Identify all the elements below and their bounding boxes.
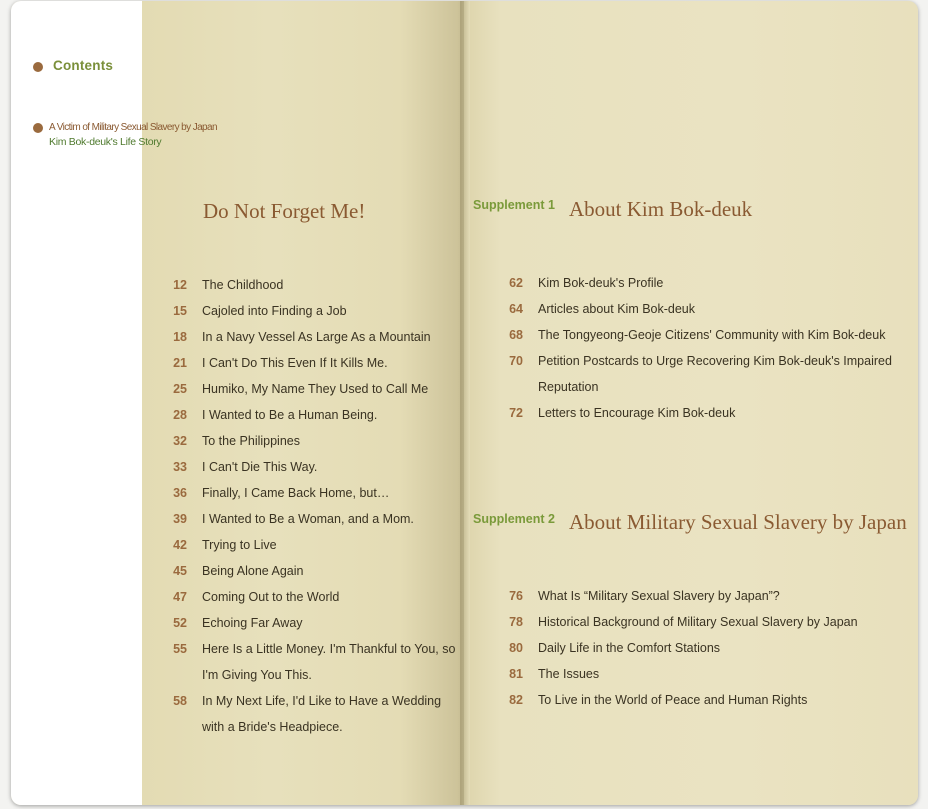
supplement2-label: Supplement 2 (473, 512, 555, 526)
toc-entry-title: I Wanted to Be a Woman, and a Mom. (202, 512, 414, 526)
toc-entry-title: Cajoled into Finding a Job (202, 304, 347, 318)
toc-page-number: 55 (173, 642, 187, 656)
toc-page-number: 32 (173, 434, 187, 448)
toc-entry-title: Daily Life in the Comfort Stations (538, 641, 721, 655)
toc-entry-title: I Wanted to Be a Human Being. (202, 408, 378, 422)
toc-page-number: 64 (509, 302, 523, 316)
toc-page-number: 47 (173, 590, 187, 604)
toc-entry-title: To the Philippines (202, 434, 300, 448)
supplement2-title: About Military Sexual Slavery by Japan (569, 510, 907, 534)
main-section-title: Do Not Forget Me! (203, 199, 366, 223)
book-subtitle-line1: A Victim of Military Sexual Slavery by Japan (49, 122, 217, 133)
toc-entry-title: The Issues (538, 667, 600, 681)
toc-entry-title: The Tongyeong-Geoje Citizens' Community with Kim Bok-deuk (538, 328, 886, 342)
toc-page-number: 28 (173, 408, 187, 422)
toc-entry-title: The Childhood (202, 278, 284, 292)
toc-entry[interactable] (157, 584, 457, 610)
toc-page-number: 15 (173, 304, 187, 318)
toc-entry-title: I Can't Do This Even If It Kills Me. (202, 356, 388, 370)
toc-page-number: 42 (173, 538, 187, 552)
contents-bullet-icon (33, 62, 43, 72)
toc-page-number: 80 (509, 641, 523, 655)
toc-entry[interactable] (157, 324, 457, 350)
toc-entry-title: Articles about Kim Bok-deuk (538, 302, 696, 316)
toc-entry[interactable] (493, 609, 893, 635)
toc-page-number: 78 (509, 615, 523, 629)
toc-entry-title: I Can't Die This Way. (202, 460, 318, 474)
toc-entry-title: Being Alone Again (202, 564, 304, 578)
toc-page-number: 21 (173, 356, 187, 370)
toc-entry[interactable] (157, 428, 457, 454)
toc-entry[interactable] (493, 270, 893, 296)
toc-entry[interactable] (157, 558, 457, 584)
toc-entry[interactable] (493, 322, 893, 348)
toc-page-number: 82 (509, 693, 523, 707)
subtitle-bullet-icon (33, 123, 43, 133)
toc-entry-title: To Live in the World of Peace and Human Rights (538, 693, 808, 707)
toc-entry-title: Kim Bok-deuk's Profile (538, 276, 664, 290)
toc-entry[interactable] (157, 402, 457, 428)
toc-page-number: 12 (173, 278, 187, 292)
toc-entry[interactable] (493, 583, 893, 609)
toc-page-number: 36 (173, 486, 187, 500)
book-gutter (460, 1, 470, 805)
toc-entry[interactable] (157, 688, 457, 740)
toc-entry[interactable] (493, 687, 893, 713)
toc-entry-title: Here Is a Little Money. I'm Thankful to You, so I'm Giving You This. (202, 642, 456, 682)
toc-page-number: 33 (173, 460, 187, 474)
toc-entry[interactable] (493, 348, 893, 400)
toc-page-number: 18 (173, 330, 187, 344)
toc-entry[interactable] (493, 296, 893, 322)
toc-entry[interactable] (157, 532, 457, 558)
contents-heading: Contents (53, 58, 114, 73)
supplement1-label: Supplement 1 (473, 198, 555, 212)
toc-entry-title: Letters to Encourage Kim Bok-deuk (538, 406, 736, 420)
toc-entry[interactable] (157, 610, 457, 636)
toc-entry[interactable] (493, 661, 893, 687)
toc-entry[interactable] (157, 272, 457, 298)
toc-page-number: 52 (173, 616, 187, 630)
toc-entry[interactable] (157, 636, 457, 688)
toc-page-number: 68 (509, 328, 523, 342)
toc-entry[interactable] (493, 635, 893, 661)
toc-entry-title: In My Next Life, I'd Like to Have a Wedding with a Bride's Headpiece. (202, 694, 442, 734)
toc-entry[interactable] (157, 480, 457, 506)
book-spread (11, 1, 918, 805)
toc-entry-title: Finally, I Came Back Home, but… (202, 486, 390, 500)
toc-entry-title: Trying to Live (202, 538, 277, 552)
toc-entry[interactable] (157, 350, 457, 376)
toc-entry-title: Humiko, My Name They Used to Call Me (202, 382, 429, 396)
toc-entry[interactable] (157, 454, 457, 480)
toc-entry[interactable] (157, 298, 457, 324)
toc-entry[interactable] (493, 400, 893, 426)
toc-entry-title: Historical Background of Military Sexual Slavery by Japan (538, 615, 858, 629)
toc-entry-title: Echoing Far Away (202, 616, 303, 630)
toc-page-number: 72 (509, 406, 523, 420)
toc-page-number: 58 (173, 694, 187, 708)
toc-page-number: 39 (173, 512, 187, 526)
toc-entry-title: What Is “Military Sexual Slavery by Japan”? (538, 589, 780, 603)
toc-entry-title: In a Navy Vessel As Large As a Mountain (202, 330, 431, 344)
book-subtitle-line2: Kim Bok-deuk's Life Story (49, 136, 162, 148)
supplement1-title: About Kim Bok-deuk (569, 197, 753, 221)
toc-entry-title: Petition Postcards to Urge Recovering Kim Bok-deuk's Impaired Reputation (538, 354, 892, 394)
toc-entry-title: Coming Out to the World (202, 590, 340, 604)
toc-page-number: 25 (173, 382, 187, 396)
toc-entry[interactable] (157, 506, 457, 532)
toc-page-number: 62 (509, 276, 523, 290)
toc-page-number: 81 (509, 667, 523, 681)
toc-entry[interactable] (157, 376, 457, 402)
toc-page-number: 70 (509, 354, 523, 368)
toc-page-number: 76 (509, 589, 523, 603)
toc-page-number: 45 (173, 564, 187, 578)
